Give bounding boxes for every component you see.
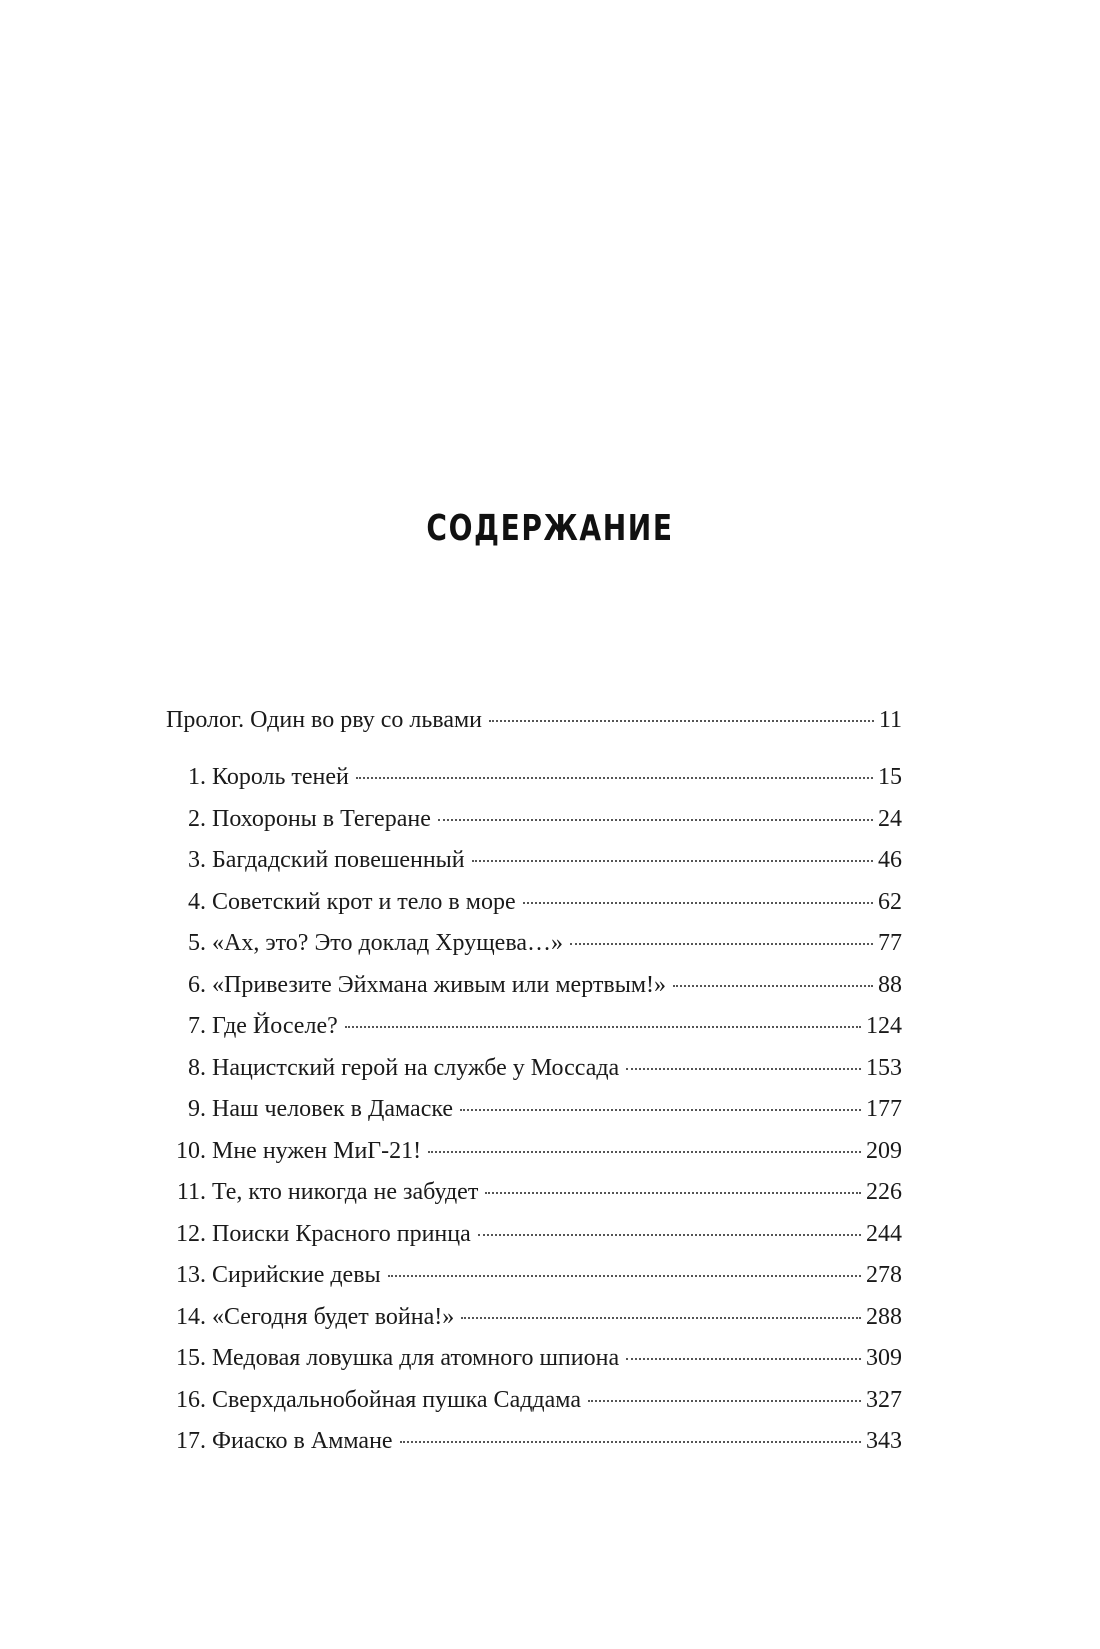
toc-entry-title: Багдадский повешенный: [212, 847, 465, 873]
toc-entry-page: 244: [866, 1220, 902, 1247]
toc-entry-number: 17.: [176, 1428, 206, 1454]
toc-entry-number: 8.: [188, 1054, 206, 1081]
dot-leader: [570, 943, 873, 945]
dot-leader: [428, 1151, 861, 1153]
dot-leader: [461, 1317, 861, 1319]
toc-entry-number: 11.: [176, 1179, 206, 1205]
toc-entry[interactable]: [166, 1131, 902, 1173]
dot-leader: [485, 1192, 861, 1194]
toc-entry[interactable]: [166, 1380, 902, 1422]
toc-entry-title: «Ах, это? Это доклад Хрущева…»: [212, 930, 563, 956]
toc-entry-number: 3.: [188, 847, 206, 873]
toc-entry[interactable]: [166, 1048, 902, 1090]
toc-entry-number: 2.: [188, 805, 206, 832]
toc-entry-number: 15.: [176, 1345, 206, 1371]
toc-entry[interactable]: [166, 1214, 902, 1256]
toc-entry-prologue[interactable]: [166, 700, 902, 742]
toc-entry[interactable]: [166, 1089, 902, 1131]
toc-entry-number: 10.: [176, 1137, 206, 1164]
toc-entry-title: Медовая ловушка для атомного шпиона: [212, 1345, 620, 1371]
toc-entry[interactable]: [166, 1172, 902, 1214]
toc-entry-page: 124: [866, 1013, 902, 1039]
toc-entry-page: 226: [866, 1179, 902, 1205]
toc-entry[interactable]: [166, 1255, 902, 1297]
toc-entry-title: Наш человек в Дамаске: [212, 1096, 454, 1122]
toc-entry-title: Поиски Красного принца: [212, 1220, 471, 1247]
toc-entry-page: 62: [878, 888, 902, 915]
toc-entry-page: 153: [866, 1054, 902, 1081]
toc-entry-number: 6.: [188, 971, 206, 998]
toc-entry-page: 15: [878, 764, 902, 790]
toc-entry-page: 288: [866, 1303, 902, 1330]
toc-entry[interactable]: [166, 965, 902, 1007]
dot-leader: [626, 1358, 861, 1360]
toc-entry-number: 12.: [176, 1220, 206, 1247]
toc-entry-page: 343: [866, 1428, 902, 1454]
toc-entry[interactable]: [166, 923, 902, 965]
toc-entry-title: Король теней: [212, 764, 349, 790]
toc-entry-page: 209: [866, 1137, 902, 1164]
toc-entry-title: Пролог. Один во рву со львами: [166, 707, 482, 733]
dot-leader: [523, 902, 873, 904]
toc-entry-title: Где Йоселе?: [212, 1013, 338, 1039]
toc-entry-number: 5.: [188, 930, 206, 956]
toc-entry[interactable]: [166, 1297, 902, 1339]
toc-entry-title: «Сегодня будет война!»: [212, 1303, 455, 1330]
toc-entry-page: 309: [866, 1345, 902, 1371]
toc-entry[interactable]: [166, 1338, 902, 1380]
toc-entry-page: 11: [878, 707, 902, 733]
toc-entry[interactable]: [166, 840, 902, 882]
dot-leader: [460, 1109, 861, 1111]
dot-leader: [356, 777, 873, 779]
dot-leader: [489, 720, 874, 722]
toc-entry-page: 327: [866, 1386, 902, 1413]
toc-entry[interactable]: [166, 799, 902, 841]
toc-entry-title: Советский крот и тело в море: [212, 888, 516, 915]
toc-entry-title: «Привезите Эйхмана живым или мертвым!»: [212, 971, 667, 998]
table-of-contents: [166, 700, 902, 1463]
toc-entry-page: 88: [878, 971, 902, 998]
toc-entry-page: 77: [878, 930, 902, 956]
toc-entry-title: Мне нужен МиГ-21!: [212, 1137, 422, 1164]
toc-entry-number: 14.: [176, 1303, 206, 1330]
dot-leader: [472, 860, 873, 862]
toc-entry-number: 7.: [188, 1013, 206, 1039]
toc-entry-number: 13.: [176, 1262, 206, 1288]
toc-entry-page: 177: [866, 1096, 902, 1122]
dot-leader: [588, 1400, 861, 1402]
dot-leader: [400, 1441, 861, 1443]
toc-chapter-list: [166, 757, 902, 1463]
dot-leader: [626, 1068, 861, 1070]
toc-entry[interactable]: [166, 757, 902, 799]
toc-entry-title: Те, кто никогда не забудет: [212, 1179, 479, 1205]
toc-entry-number: 1.: [188, 764, 206, 790]
toc-entry-title: Нацистский герой на службе у Моссада: [212, 1054, 620, 1081]
toc-entry-title: Похороны в Тегеране: [212, 805, 431, 832]
dot-leader: [438, 819, 873, 821]
toc-entry-page: 278: [866, 1262, 902, 1288]
toc-entry[interactable]: [166, 882, 902, 924]
toc-entry-number: 9.: [188, 1096, 206, 1122]
toc-entry-number: 4.: [188, 888, 206, 915]
dot-leader: [478, 1234, 861, 1236]
toc-entry-title: Фиаско в Аммане: [212, 1428, 393, 1454]
dot-leader: [673, 985, 873, 987]
toc-entry-title: Сверхдальнобойная пушка Саддама: [212, 1386, 581, 1413]
dot-leader: [388, 1275, 861, 1277]
page-title: СОДЕРЖАНИЕ: [426, 508, 674, 549]
toc-entry-page: 24: [878, 805, 902, 832]
toc-entry[interactable]: [166, 1421, 902, 1463]
toc-entry[interactable]: [166, 1006, 902, 1048]
toc-entry-number: 16.: [176, 1386, 206, 1413]
toc-entry-page: 46: [878, 847, 902, 873]
toc-entry-title: Сирийские девы: [212, 1262, 381, 1288]
dot-leader: [345, 1026, 861, 1028]
